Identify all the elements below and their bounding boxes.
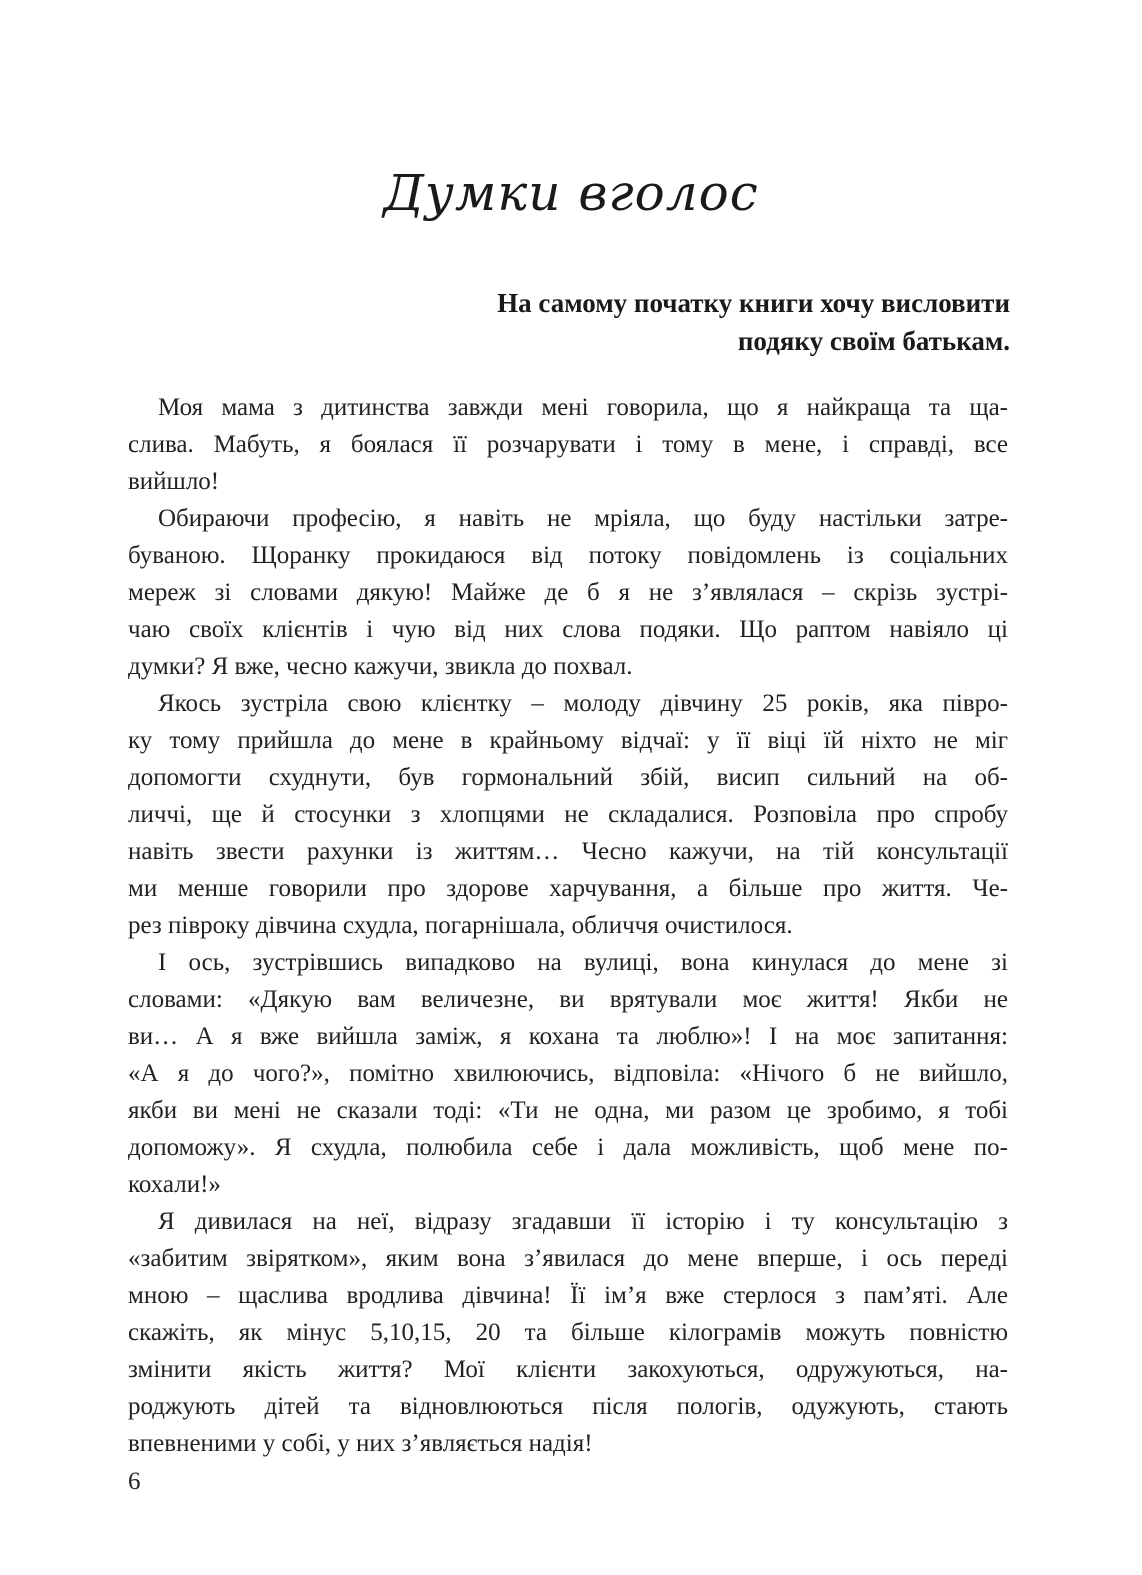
text-line: буваною. Щоранку прокидаюся від потоку повідомлень із соціальних: [128, 542, 1008, 569]
paragraph: [128, 500, 1008, 685]
text-line: слива. Мабуть, я боялася її розчарувати і тому в мене, і справді, все: [128, 431, 1008, 458]
text-line: Я дивилася на неї, відразу згадавши її історію і ту консультацію з: [158, 1208, 1008, 1235]
text-line: впевненими у собі, у них з’являється надія!: [128, 1430, 593, 1457]
text-line: вийшло!: [128, 468, 220, 495]
text-line: ку тому прийшла до мене в крайньому відчаї: у її віці їй ніхто не міг: [128, 727, 1008, 754]
text-line: скажіть, як мінус 5,10,15, 20 та більше кілограмів можуть повністю: [128, 1319, 1008, 1346]
text-line: мереж зі словами дякую! Майже де б я не з’являлася – скрізь зустрі-: [128, 579, 1008, 606]
text-line: допоможу». Я схудла, полюбила себе і дала можливість, щоб мене по-: [128, 1134, 1008, 1161]
text-line: Обираючи професію, я навіть не мріяла, що буду настільки затре-: [158, 505, 1008, 532]
epigraph: [420, 284, 1010, 360]
chapter-title: Думки вголос: [383, 164, 759, 222]
text-line: якби ви мені не сказали тоді: «Ти не одна, ми разом це зробимо, я тобі: [128, 1097, 1008, 1124]
text-line: «забитим звірятком», яким вона з’явилася до мене вперше, і ось переді: [128, 1245, 1008, 1272]
text-line: допомогти схуднути, був гормональний збій, висип сильний на об-: [128, 764, 1008, 791]
text-line: змінити якість життя? Мої клієнти закохуються, одружуються, на-: [128, 1356, 1008, 1383]
text-line: кохали!»: [128, 1171, 221, 1198]
paragraph: [128, 685, 1008, 944]
epigraph-line: подяку своїм батькам.: [737, 326, 1010, 356]
text-line: мною – щаслива вродлива дівчина! Її ім’я вже стерлося з пам’яті. Але: [128, 1282, 1008, 1309]
paragraph: [128, 1203, 1008, 1462]
text-line: І ось, зустрівшись випадково на вулиці, вона кинулася до мене зі: [158, 949, 1008, 976]
page-number: 6: [128, 1468, 141, 1495]
text-line: Якось зустріла свою клієнтку – молоду дівчину 25 років, яка півро-: [158, 690, 1008, 717]
body-text: [128, 389, 1008, 1462]
text-line: личчі, ще й стосунки з хлопцями не складалися. Розповіла про спробу: [128, 801, 1008, 828]
text-line: Моя мама з дитинства завжди мені говорила, що я найкраща та ща-: [158, 394, 1008, 421]
text-line: навіть звести рахунки із життям… Чесно кажучи, на тій консультації: [128, 838, 1008, 865]
text-line: ми менше говорили про здорове харчування, а більше про життя. Че-: [128, 875, 1008, 902]
text-line: роджують дітей та відновлюються після пологів, одужують, стають: [128, 1393, 1008, 1420]
text-line: думки? Я вже, чесно кажучи, звикла до похвал.: [128, 653, 633, 680]
epigraph-line: На самому початку книги хочу висловити: [497, 288, 1010, 318]
text-line: чаю своїх клієнтів і чую від них слова подяки. Що раптом навіяло ці: [128, 616, 1008, 643]
text-line: ви… А я вже вийшла заміж, я кохана та люблю»! І на моє запитання:: [128, 1023, 1008, 1050]
paragraph: [128, 389, 1008, 500]
text-line: словами: «Дякую вам величезне, ви врятували моє життя! Якби не: [128, 986, 1008, 1013]
text-line: «А я до чого?», помітно хвилюючись, відповіла: «Нічого б не вийшло,: [128, 1060, 1008, 1087]
paragraph: [128, 944, 1008, 1203]
text-line: рез півроку дівчина схудла, погарнішала, обличчя очистилося.: [128, 912, 793, 939]
